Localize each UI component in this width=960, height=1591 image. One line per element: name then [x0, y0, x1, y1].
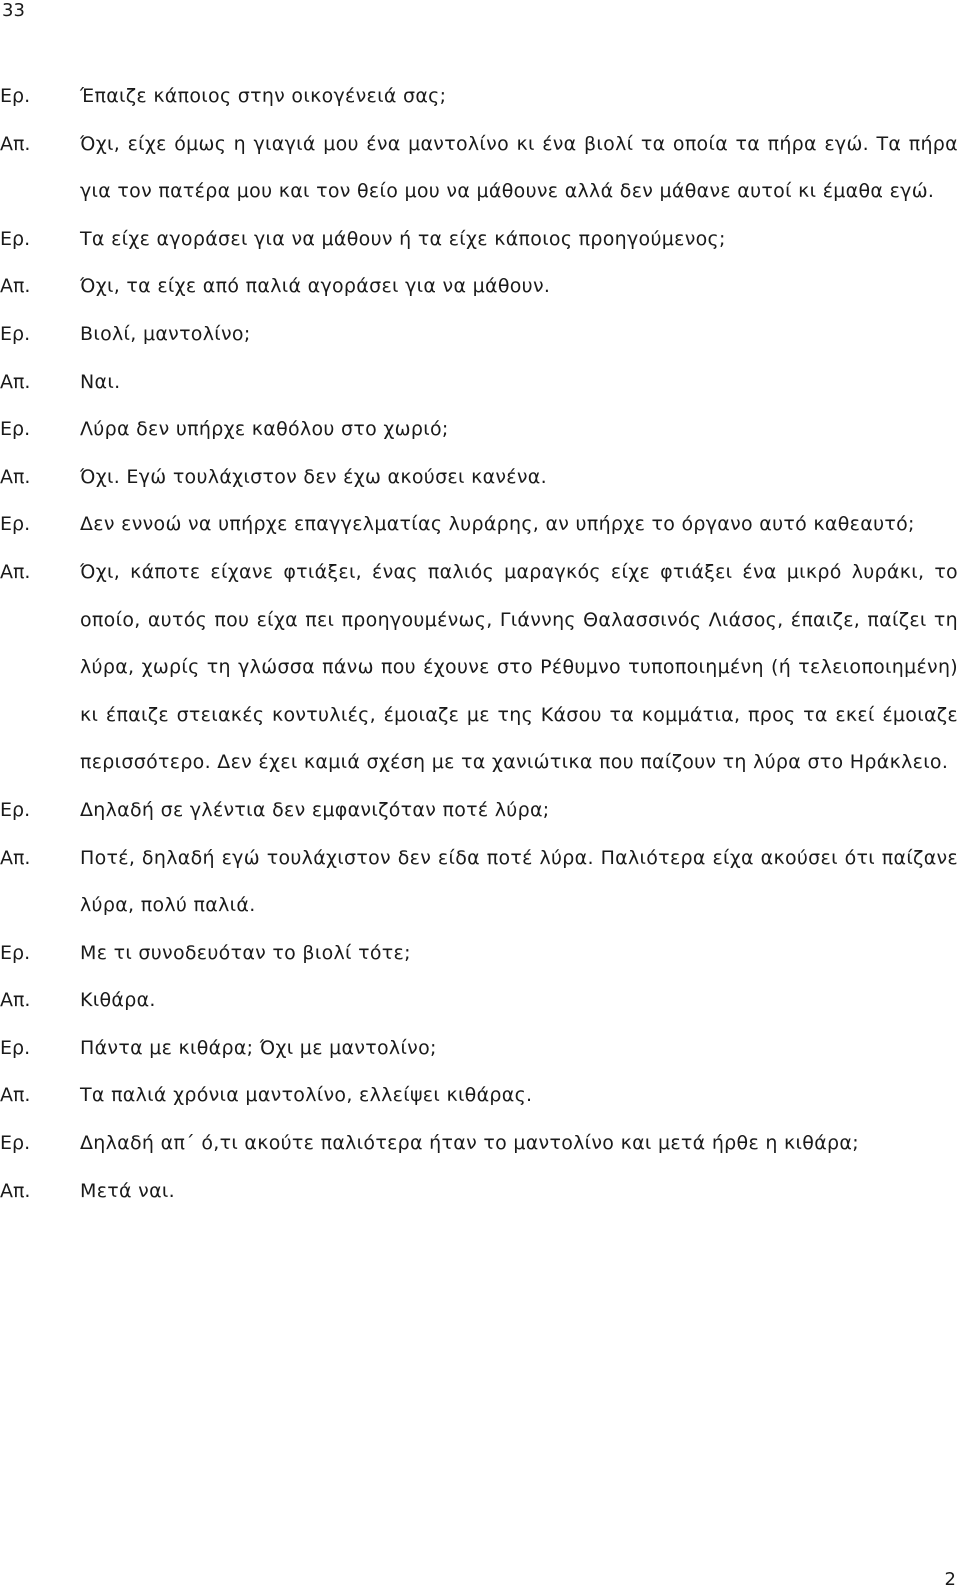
speaker-label: Ερ. — [0, 941, 31, 964]
transcript-turn — [0, 549, 960, 787]
utterance-text: Με τι συνοδευόταν το βιολί τότε; — [80, 941, 411, 964]
page-number-bottom: 2 — [944, 1569, 956, 1590]
speaker-label: Απ. — [0, 846, 31, 869]
speaker-label: Απ. — [0, 465, 31, 488]
speaker-label: Απ. — [0, 370, 31, 393]
transcript-turn — [0, 1168, 960, 1216]
transcript-turn — [0, 787, 960, 835]
utterance-text: Ναι. — [80, 370, 121, 393]
speaker-label: Ερ. — [0, 322, 31, 345]
speaker-label: Ερ. — [0, 418, 31, 441]
speaker-label: Απ. — [0, 560, 31, 583]
utterance-text: Κιθάρα. — [80, 989, 156, 1012]
utterance-text: Δηλαδή σε γλέντια δεν εμφανιζόταν ποτέ λύρα; — [80, 798, 550, 821]
interview-transcript — [0, 73, 960, 1215]
speaker-label: Ερ. — [0, 798, 31, 821]
utterance-text: Λύρα δεν υπήρχε καθόλου στο χωριό; — [80, 418, 449, 441]
speaker-label: Ερ. — [0, 85, 31, 107]
transcript-turn — [0, 216, 960, 264]
page-number-top: 33 — [2, 0, 25, 21]
speaker-label: Ερ. — [0, 227, 31, 250]
utterance-text: Πάντα με κιθάρα; Όχι με μαντολίνο; — [80, 1036, 437, 1059]
transcript-turn — [0, 835, 960, 930]
speaker-label: Ερ. — [0, 1132, 31, 1155]
transcript-turn — [0, 73, 960, 121]
transcript-turn — [0, 121, 960, 216]
transcript-turn — [0, 930, 960, 978]
speaker-label: Απ. — [0, 989, 31, 1012]
transcript-turn — [0, 1025, 960, 1073]
utterance-text: Έπαιζε κάποιος στην οικογένειά σας; — [80, 85, 447, 107]
utterance-text: Δηλαδή απ΄ ό,τι ακούτε παλιότερα ήταν το μαντολίνο και μετά ήρθε η κιθάρα; — [80, 1132, 859, 1155]
transcript-turn — [0, 359, 960, 407]
utterance-text: Μετά ναι. — [80, 1179, 175, 1202]
transcript-turn — [0, 1120, 960, 1168]
speaker-label: Απ. — [0, 275, 31, 298]
transcript-turn — [0, 501, 960, 549]
speaker-label: Απ. — [0, 132, 31, 155]
utterance-text: Όχι, τα είχε από παλιά αγοράσει για να μάθουν. — [80, 275, 551, 298]
utterance-text: Τα παλιά χρόνια μαντολίνο, ελλείψει κιθάρας. — [80, 1084, 533, 1107]
speaker-label: Απ. — [0, 1179, 31, 1202]
transcript-turn — [0, 406, 960, 454]
utterance-text: Όχι. Εγώ τουλάχιστον δεν έχω ακούσει κανένα. — [80, 465, 547, 488]
transcript-turn — [0, 454, 960, 502]
speaker-label: Απ. — [0, 1084, 31, 1107]
transcript-turn — [0, 263, 960, 311]
utterance-text: Βιολί, μαντολίνο; — [80, 322, 251, 345]
transcript-turn — [0, 1072, 960, 1120]
utterance-text: Όχι, κάποτε είχανε φτιάξει, ένας παλιός μαραγκός είχε φτιάξει ένα μικρό λυράκι, το οποίο, αυτός που είχα πει προηγουμένως, Γιάννης Θαλασσινός Λιάσος, έπαιζε, παίζει τη λύρα, χωρίς τη γλώσσα πάνω που έχουνε στο Ρέθυμνο τυποποιημένη (ή τελειοποιημένη) κι έπαιζε στειακές κοντυλιές, έμοιαζε με της Κάσου τα κομμάτια, προς τα εκεί έμοιαζε περισσότερο. Δεν έχει καμιά σχέση με τα χανιώτικα που παίζουν τη λύρα στο Ηράκλειο. — [80, 560, 958, 774]
utterance-text: Όχι, είχε όμως η γιαγιά μου ένα μαντολίνο κι ένα βιολί τα οποία τα πήρα εγώ. Τα πήρα για τον πατέρα μου και τον θείο μου να μάθουνε αλλά δεν μάθανε αυτοί κι έμαθα εγώ. — [80, 132, 958, 203]
utterance-text: Ποτέ, δηλαδή εγώ τουλάχιστον δεν είδα ποτέ λύρα. Παλιότερα είχα ακούσει ότι παίζανε λύρα, πολύ παλιά. — [80, 846, 958, 917]
speaker-label: Ερ. — [0, 513, 31, 536]
utterance-text: Τα είχε αγοράσει για να μάθουν ή τα είχε κάποιος προηγούμενος; — [80, 227, 726, 250]
speaker-label: Ερ. — [0, 1036, 31, 1059]
transcript-turn — [0, 977, 960, 1025]
transcript-turn — [0, 311, 960, 359]
utterance-text: Δεν εννοώ να υπήρχε επαγγελματίας λυράρης, αν υπήρχε το όργανο αυτό καθεαυτό; — [80, 513, 915, 536]
